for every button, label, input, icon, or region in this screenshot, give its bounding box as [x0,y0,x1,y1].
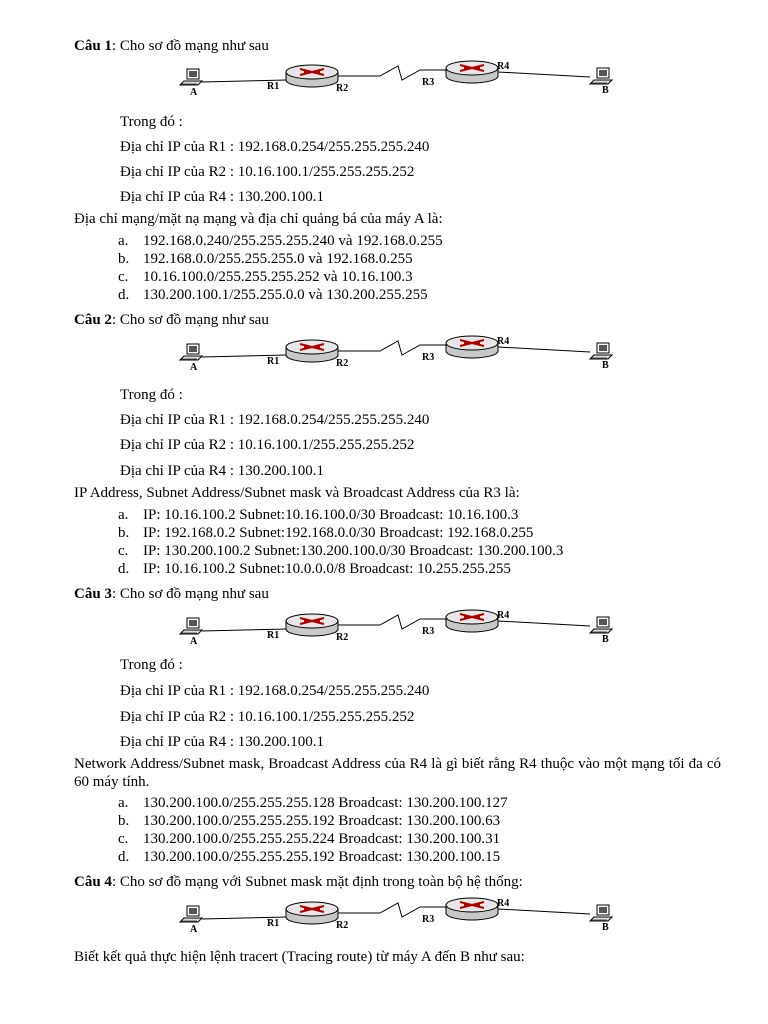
network-diagram [0,333,768,373]
tracert-intro: Biết kết quả thực hiện lệnh tracert (Tracing route) từ máy A đến B như sau: [74,949,525,965]
question-prompt: Địa chỉ mạng/mặt nạ mạng và địa chỉ quảng bá của máy A là: [74,211,443,227]
given-r1: Địa chỉ IP của R1 : 192.168.0.254/255.255.255.240 [120,139,430,155]
question-4-heading [74,874,523,891]
label-a: A [190,636,198,647]
computer-b-icon [590,343,612,359]
label-r4: R4 [497,898,510,909]
label-b: B [602,922,609,933]
label-a: A [190,924,198,935]
label-a: A [190,87,198,98]
label-r4: R4 [497,610,510,621]
given-r1: Địa chỉ IP của R1 : 192.168.0.254/255.255.255.240 [120,412,430,428]
option-d[interactable]: d. IP: 10.16.100.2 Subnet:10.0.0.0/8 Broadcast: 10.255.255.255 [118,561,511,577]
label-r1: R1 [267,356,280,367]
computer-a-icon [180,69,202,85]
option-c[interactable]: c. 10.16.100.0/255.255.255.252 và 10.16.100.3 [118,269,413,285]
diagram-slot [0,895,768,935]
label-r3: R3 [422,626,435,637]
router-r1-icon [286,340,338,362]
router-r2-icon [446,336,498,358]
givens-title: Trong đó : [120,657,183,673]
option-b[interactable]: b. 130.200.100.0/255.255.255.192 Broadcast: 130.200.100.63 [118,813,501,829]
question-1-heading [74,38,269,55]
label-b: B [602,360,609,371]
question-prompt: Network Address/Subnet mask, Broadcast Address của R4 là gì biết rằng R4 thuộc vào một mạng tối đa có 60 máy tính. [74,756,721,790]
option-b[interactable]: b. IP: 192.168.0.2 Subnet:192.168.0.0/30 Broadcast: 192.168.0.255 [118,525,534,541]
label-r1: R1 [267,918,280,929]
diagram-slot [0,607,768,647]
computer-a-icon [180,344,202,360]
diagram-slot [0,333,768,373]
label-b: B [602,85,609,96]
given-r2: Địa chỉ IP của R2 : 10.16.100.1/255.255.255.252 [120,709,415,725]
router-r1-icon [286,614,338,636]
router-r2-icon [446,898,498,920]
label-r3: R3 [422,352,435,363]
question-label: Câu 2 [74,312,112,328]
option-a[interactable]: a. 192.168.0.240/255.255.255.240 và 192.168.0.255 [118,233,443,249]
network-diagram [0,58,768,98]
option-a[interactable]: a. IP: 10.16.100.2 Subnet:10.16.100.0/30 Broadcast: 10.16.100.3 [118,507,519,523]
question-label: Câu 4 [74,874,112,890]
label-r4: R4 [497,61,510,72]
question-intro: : Cho sơ đồ mạng như sau [111,312,269,328]
question-2-heading [74,312,269,329]
link-r4-b [498,621,590,626]
link-r4-b [498,909,590,914]
diagram-slot [0,58,768,98]
given-r2: Địa chỉ IP của R2 : 10.16.100.1/255.255.255.252 [120,437,415,453]
given-r1: Địa chỉ IP của R1 : 192.168.0.254/255.255.255.240 [120,683,430,699]
router-r2-icon [446,610,498,632]
network-diagram [0,895,768,935]
label-r1: R1 [267,81,280,92]
option-d[interactable]: d. 130.200.100.0/255.255.255.192 Broadcast: 130.200.100.15 [118,849,501,865]
computer-b-icon [590,905,612,921]
question-3-heading [74,586,269,603]
router-r1-icon [286,65,338,87]
computer-a-icon [180,906,202,922]
router-r2-icon [446,61,498,83]
router-r1-icon [286,902,338,924]
network-diagram [0,607,768,647]
label-r3: R3 [422,77,435,88]
label-a: A [190,362,198,373]
computer-b-icon [590,68,612,84]
given-r4: Địa chỉ IP của R4 : 130.200.100.1 [120,734,325,750]
label-b: B [602,634,609,645]
question-label: Câu 3 [74,586,112,602]
computer-b-icon [590,617,612,633]
label-r1: R1 [267,630,280,641]
option-c[interactable]: c. IP: 130.200.100.2 Subnet:130.200.100.0/30 Broadcast: 130.200.100.3 [118,543,564,559]
link-r4-b [498,72,590,77]
question-intro: : Cho sơ đồ mạng với Subnet mask mặt định trong toàn bộ hệ thống: [111,874,523,890]
computer-a-icon [180,618,202,634]
question-intro: : Cho sơ đồ mạng như sau [111,586,269,602]
given-r4: Địa chỉ IP của R4 : 130.200.100.1 [120,463,325,479]
question-label: Câu 1 [74,38,112,54]
givens-title: Trong đó : [120,114,183,130]
question-prompt: IP Address, Subnet Address/Subnet mask và Broadcast Address của R3 là: [74,485,520,501]
label-r4: R4 [497,336,510,347]
option-c[interactable]: c. 130.200.100.0/255.255.255.224 Broadcast: 130.200.100.31 [118,831,501,847]
label-r2: R2 [336,920,349,931]
option-d[interactable]: d. 130.200.100.1/255.255.0.0 và 130.200.255.255 [118,287,428,303]
question-intro: : Cho sơ đồ mạng như sau [111,38,269,54]
option-a[interactable]: a. 130.200.100.0/255.255.255.128 Broadcast: 130.200.100.127 [118,795,508,811]
label-r2: R2 [336,358,349,369]
givens-title: Trong đó : [120,387,183,403]
link-r4-b [498,347,590,352]
given-r2: Địa chỉ IP của R2 : 10.16.100.1/255.255.255.252 [120,164,415,180]
label-r2: R2 [336,83,349,94]
label-r3: R3 [422,914,435,925]
option-b[interactable]: b. 192.168.0.0/255.255.255.0 và 192.168.0.255 [118,251,413,267]
label-r2: R2 [336,632,349,643]
given-r4: Địa chỉ IP của R4 : 130.200.100.1 [120,189,325,205]
